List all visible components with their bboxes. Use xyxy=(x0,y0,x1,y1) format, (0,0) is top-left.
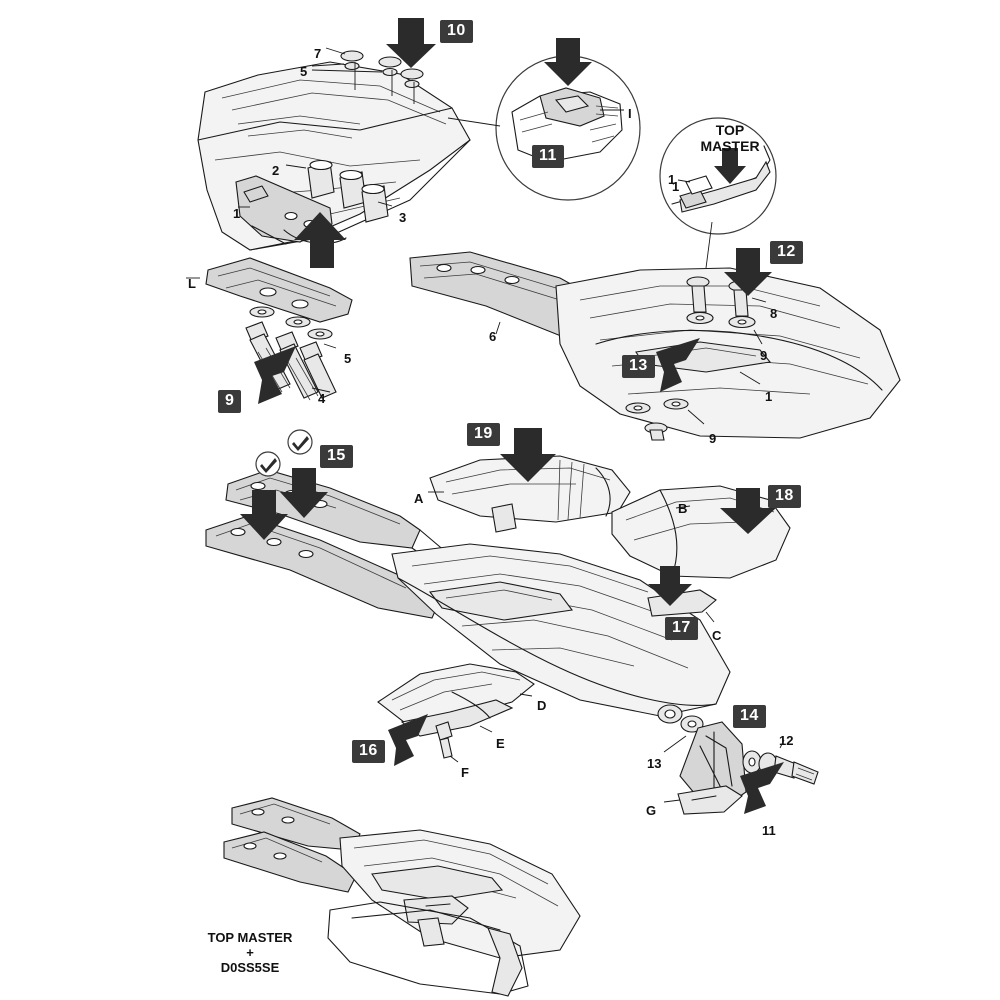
part-label-3: 3 xyxy=(399,210,407,225)
part-label-11: 11 xyxy=(762,823,776,838)
part-label-G: G xyxy=(646,803,657,818)
step-badge-19[interactable]: 19 xyxy=(467,423,500,446)
part-label-6: 6 xyxy=(489,329,497,344)
group-panel-B xyxy=(612,486,790,578)
group-tail-fairing-right xyxy=(556,268,900,438)
part-label-7: 7 xyxy=(314,46,322,61)
callout-topmaster-title xyxy=(690,122,770,154)
step-badge-14[interactable]: 14 xyxy=(733,705,766,728)
callout-label-I: I xyxy=(628,106,632,121)
footer-line1: TOP MASTER xyxy=(207,930,293,945)
topmaster-line2: MASTER xyxy=(700,138,760,154)
group-seat-A xyxy=(428,428,630,532)
part-label-D: D xyxy=(537,698,547,713)
part-label-1-right: 1 xyxy=(765,389,773,404)
step-badge-16[interactable]: 16 xyxy=(352,740,385,763)
group-bracket-G xyxy=(664,716,818,814)
part-label-5-lower: 5 xyxy=(344,351,352,366)
detail-circle-11 xyxy=(448,38,640,200)
part-label-1-detail: 1 xyxy=(672,179,680,194)
part-label-B: B xyxy=(678,501,688,516)
part-label-2: 2 xyxy=(272,163,280,178)
group-tail-fairing-top xyxy=(198,62,470,250)
step-badge-11[interactable]: 11 xyxy=(532,145,564,168)
step-badge-18[interactable]: 18 xyxy=(768,485,801,508)
footer-line3: D0SS5SE xyxy=(220,960,280,975)
part-label-4: 4 xyxy=(318,391,326,406)
part-label-1-bracket: 1 xyxy=(233,206,241,221)
part-label-L: L xyxy=(188,276,196,291)
step-badge-9[interactable]: 9 xyxy=(218,390,241,413)
step-badge-10[interactable]: 10 xyxy=(440,20,473,43)
callout-12-part-label: 1 xyxy=(668,172,676,187)
part-label-9-right: 9 xyxy=(760,348,768,363)
step-badge-13[interactable]: 13 xyxy=(622,355,655,378)
part-label-9-lower: 9 xyxy=(709,431,717,446)
step-badge-17[interactable]: 17 xyxy=(665,617,698,640)
step-badge-12[interactable]: 12 xyxy=(770,241,803,264)
part-label-5-top: 5 xyxy=(300,64,308,79)
part-label-C: C xyxy=(712,628,722,643)
part-label-A: A xyxy=(414,491,424,506)
part-label-F: F xyxy=(461,765,469,780)
topmaster-line1: TOP xyxy=(715,122,745,138)
group-part-D-E xyxy=(378,664,534,766)
step-badge-15[interactable]: 15 xyxy=(320,445,353,468)
part-label-12: 12 xyxy=(779,733,794,748)
footer-line2: + xyxy=(246,945,254,960)
footer-caption xyxy=(150,930,350,975)
part-label-8: 8 xyxy=(770,306,778,321)
part-label-13: 13 xyxy=(647,756,662,771)
part-label-E: E xyxy=(496,736,505,751)
